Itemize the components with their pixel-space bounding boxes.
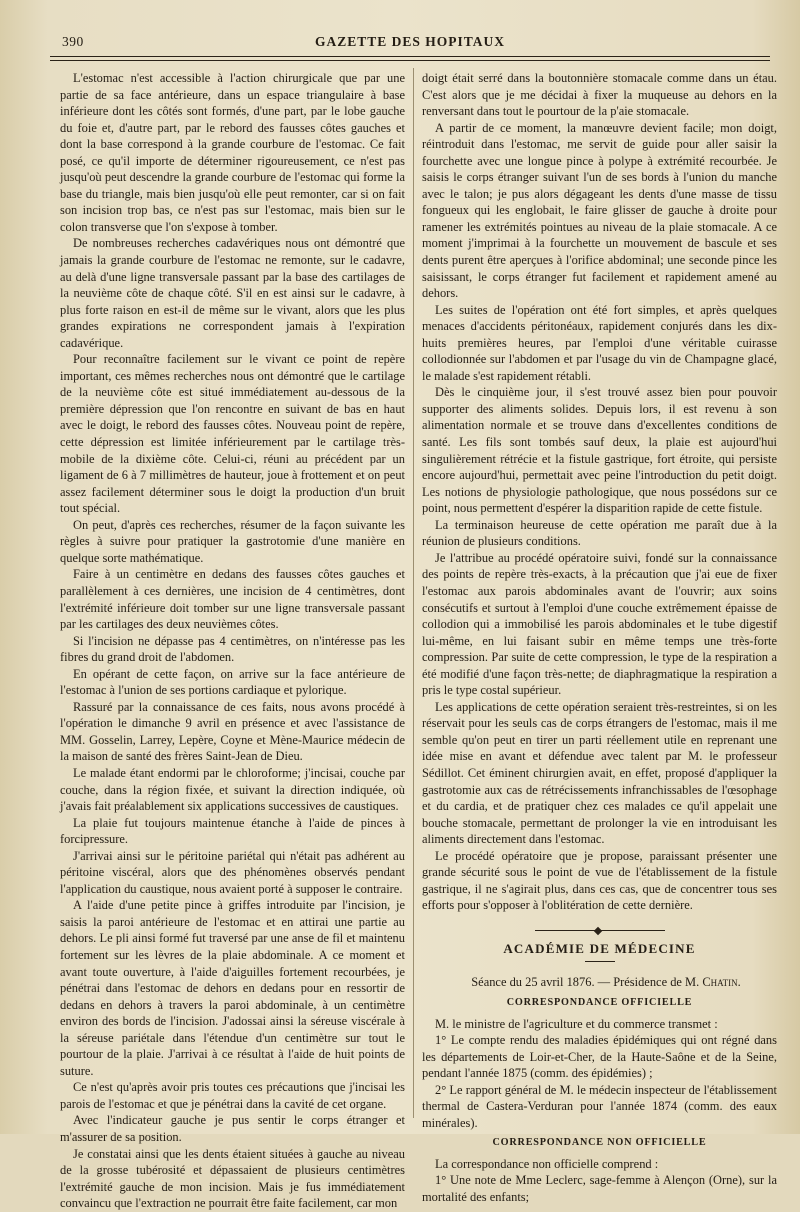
section-heading: ACADÉMIE DE MÉDECINE xyxy=(503,940,696,956)
left-column xyxy=(60,70,405,1212)
heading-rule xyxy=(585,961,615,962)
paragraph: Si l'incision ne dépasse pas 4 centimètres, on n'intéresse pas les fibres du grand droit de l'abdomen. xyxy=(60,633,405,665)
paragraph: La terminaison heureuse de cette opération me paraît due à la réunion de plusieurs conditions. xyxy=(422,517,777,549)
journal-title: GAZETTE DES HOPITAUX xyxy=(314,34,506,49)
paragraph: Les applications de cette opération seraient très-restreintes, si on les réservait pour les seuls cas de corps étrangers de l'estomac, mais il me semble qu'on peut en tirer un parti réellement utile en reprenant une idée mise en avant et défendue avec talent par M. le professeur Sédillot. Cet éminent chirurgien avait, en effet, proposé d'appliquer la gastrotomie aux cas de rétrécissements infranchissables de l'œsophage et du cardia, et de pratiquer chez ces malades ce qu'il appelait une bouche stomacale, permettant de prolonger la vie en introduisant les aliments directement dans l'estomac. xyxy=(422,699,777,847)
right-column xyxy=(422,70,777,1206)
paragraph: Faire à un centimètre en dedans des fausses côtes gauches et parallèlement à ces dernières, une incision de 4 centimètres, dont l'extrémité inférieure doit tomber sur une ligne transversale passant par les cartilages des deux neuvièmes côtes. xyxy=(60,567,405,632)
paragraph: 1° Une note de Mme Leclerc, sage-femme à Alençon (Orne), sur la mortalité des enfants; xyxy=(422,1173,777,1204)
seance-date: Séance du 25 avril 1876. — Présidence de M. xyxy=(471,975,700,990)
paragraph: Pour reconnaître facilement sur le vivant ce point de repère important, ces mêmes recherches nous ont démontré que le cartilage de la neuvième côte est situé immédiatement au-dessous de la première dépression que l'on rencontre en suivant de bas en haut avec le doigt, le rebord des fausses côtes. Nouveau point de repère, cette dépression est limitée inférieurement par le cartilage très-mobile de la dixième côte. Celui-ci, réuni au précédent par un ligament de 6 à 7 millimètres de hauteur, joue à frottement et on peut assez facilement déterminer sous le doigt la production d'un bruit tout spécial. xyxy=(60,352,405,516)
paragraph: A partir de ce moment, la manœuvre devient facile; mon doigt, réintroduit dans l'estomac, me servit de guide pour aller saisir la fourchette avec une longue pince à polype à extrémité recourbée. Je saisis le corps étranger suivant l'un de ses bords à l'union du manche avec le talon; je pus alors dégageant les dents d'une masse de tissu fongueux qui les englobait, le faire glisser de gauche à droite pour ramener les extrémités pointues au niveau de la plaie stomacale. A ce moment j'imprimai à la fourchette un mouvement de bascule et ses dents purent être aperçues à l'orifice abdominal; une seconde pince les saisissant, le corps étranger fut facilement et rapidement amené au dehors. xyxy=(422,120,777,301)
running-header xyxy=(48,30,772,54)
paragraph: La correspondance non officielle comprend : xyxy=(435,1156,659,1171)
seance-line xyxy=(422,974,777,991)
paragraph: Ce n'est qu'après avoir pris toutes ces précautions que j'incisai les parois de l'estomac et que je pénétrai dans la cavité de cet organe. xyxy=(60,1080,405,1111)
paragraph: Le procédé opératoire que je propose, paraissant présenter une grande sécurité sous le point de vue de l'établissement de la fistule gastrique, il ne s'agirait plus, dans ces cas, que de concentrer tous ses efforts pour s'opposer à l'oblitération de cette dernière. xyxy=(422,848,777,913)
paragraph: Les suites de l'opération ont été fort simples, et après quelques menaces d'accidents péritonéaux, rapidement conjurés dans les dix-huits premières heures, par l'emploi d'une véritable cuirasse collodionnée sur l'abdomen et par l'usage du vin de Champagne glacé, le malade s'est rapidement rétabli. xyxy=(422,302,777,383)
paragraph: Avec l'indicateur gauche je pus sentir le corps étranger et m'assurer de sa position. xyxy=(60,1113,405,1144)
paragraph: Je l'attribue au procédé opératoire suivi, fondé sur la connaissance des points de repère très-exacts, à la précaution que j'ai eue de fixer l'estomac aux parois abdominales avant de l'ouvrir; aux soins consécutifs et surtout à l'emploi d'une couche extrêmement épaisse de collodion qui a immobilisé les parois abdominales et le tube digestif lui-même, en lui faisant subir en même temps une très-forte compression. Par suite de cette compression, le type de la respiration a été modifié d'une façon très-nette; de diaphragmatique la respiration a pris le type costal supérieur. xyxy=(422,550,777,698)
paragraph: J'arrivai ainsi sur le péritoine pariétal qui n'était pas adhérent au péritoine viscéral, alors que des phénomènes observés pendant l'application du caustique, nous avaient porté à supposer le contraire. xyxy=(60,848,405,896)
paragraph: A l'aide d'une petite pince à griffes introduite par l'incision, je saisis la paroi antérieure de l'estomac et en attirai une partie au dehors. Le pli ainsi formé fut traversé par une anse de fil et maintenu fortement sur les lèvres de la plaie abdominale. A ce moment et avant toute ouverture, à l'aide d'aiguilles fortement recourbées, je pénétrai dans l'estomac de dehors en dedans pour en ressortir de dedans en dehors à travers la paroi abdominale, à un centimètre environ des bords de l'incision. J'adossai ainsi la séreuse viscérale à la séreuse pariétale dans l'étendue d'un centimètre sur tout le pourtour de la plaie. J'arrivai à ce résultat à l'aide de huit points de suture. xyxy=(60,898,405,1078)
paragraph: M. le ministre de l'agriculture et du commerce transmet : xyxy=(435,1016,718,1031)
paragraph: L'estomac n'est accessible à l'action chirurgicale que par une partie de sa face antérieure, dans un espace triangulaire à base inférieure dont les côtés sont formés, d'une part, par le lobe gauche du foie et, d'autre part, par le rebord des fausses côtes gauches et dont la base correspond à la grande courbure de l'estomac. Ce fait posé, ce qu'il importe de déterminer rigoureusement, ce n'est pas jusqu'où peut descendre la grande courbure de l'estomac qui forme la base du triangle, mais bien jusqu'où elle peut remonter, car si on fait son incision trop bas, ce n'est pas sur l'estomac, mais bien sur le colon transverse que l'on s'expose à tomber. xyxy=(60,71,405,234)
paragraph: De nombreuses recherches cadavériques nous ont démontré que jamais la grande courbure de l'estomac ne remonte, sur le cadavre, au delà d'une ligne transversale passant par la base des cartilages de la neuvième côte de chaque côté. S'il en est ainsi sur le cadavre, à plus forte raison en est-il de même sur le vivant, alors que les plus grandes expirations ne correspondent jamais à l'expiration cadavérique. xyxy=(60,236,405,350)
paragraph: Je constatai ainsi que les dents étaient situées à gauche au niveau de la grosse tubérosité et dépassaient de plusieurs centimètres l'extrémité gauche de mon incision. Mais je fus immédiatement convaincu que l'extraction ne pourrait être faite facilement, car mon xyxy=(60,1146,405,1211)
president-name: Chatin. xyxy=(702,975,741,990)
ornamental-separator xyxy=(535,930,665,931)
subsection-heading: CORRESPONDANCE NON OFFICIELLE xyxy=(492,1137,707,1149)
paragraph: Dès le cinquième jour, il s'est trouvé assez bien pour pouvoir supporter des aliments solides. Depuis lors, il est revenu à son alimentation normale et se trouve dans d'excellentes conditions de santé. Les fils sont tombés sauf deux, la plaie est aujourd'hui singulièrement rétrécie et la fistule gastrique, fort étroite, qui persiste encore aujourd'hui, permettait avec peine l'introduction du petit doigt. Les notions de physiologie pathologique, que nous possédons sur ce point, nous permettent d'espérer la disparition rapide de cette fistule. xyxy=(422,385,777,516)
header-rule xyxy=(50,56,770,57)
paragraph: 1° Le compte rendu des maladies épidémiques qui ont régné dans les départements de Loir-et-Cher, de la Haute-Saône et de la Seine, pendant l'année 1875 (comm. des épidémies) ; xyxy=(422,1033,777,1081)
header-rule-thin xyxy=(50,60,770,61)
paragraph: Rassuré par la connaissance de ces faits, nous avons procédé à l'opération le dimanche 9 avril en présence et avec l'assistance de MM. Gosselin, Larrey, Lepère, Coyne et Mène-Maurice médecin de la maison de santé des frères Saint-Jean de Dieu. xyxy=(60,699,405,764)
page-number: 390 xyxy=(62,34,84,49)
column-gutter xyxy=(413,68,414,1118)
paragraph: doigt était serré dans la boutonnière stomacale comme dans un étau. C'est alors que je me décidai à fixer la muqueuse au dehors en la renversant dans tout le pourtour de la p'aie stomacale. xyxy=(422,71,777,119)
paragraph: On peut, d'après ces recherches, résumer de la façon suivante les règles à suivre pour pratiquer la gastrotomie d'une manière en quelque sorte mathématique. xyxy=(60,517,405,565)
paragraph: En opérant de cette façon, on arrive sur la face antérieure de l'estomac à l'union de ses portions cardiaque et pylorique. xyxy=(60,666,405,698)
paragraph: La plaie fut toujours maintenue étanche à l'aide de pinces à forcipressure. xyxy=(60,815,405,847)
paragraph: Le malade étant endormi par le chloroforme; j'incisai, couche par couche, dans la région fixée, et suivant la direction indiquée, où j'avais fait préalablement six applications successives de caustiques. xyxy=(60,765,405,814)
subsection-heading: CORRESPONDANCE OFFICIELLE xyxy=(506,996,693,1008)
paragraph: 2° Le rapport général de M. le médecin inspecteur de l'établissement thermal de Castera-Verduran pour l'année 1874 (comm. des eaux minérales). xyxy=(422,1082,777,1130)
